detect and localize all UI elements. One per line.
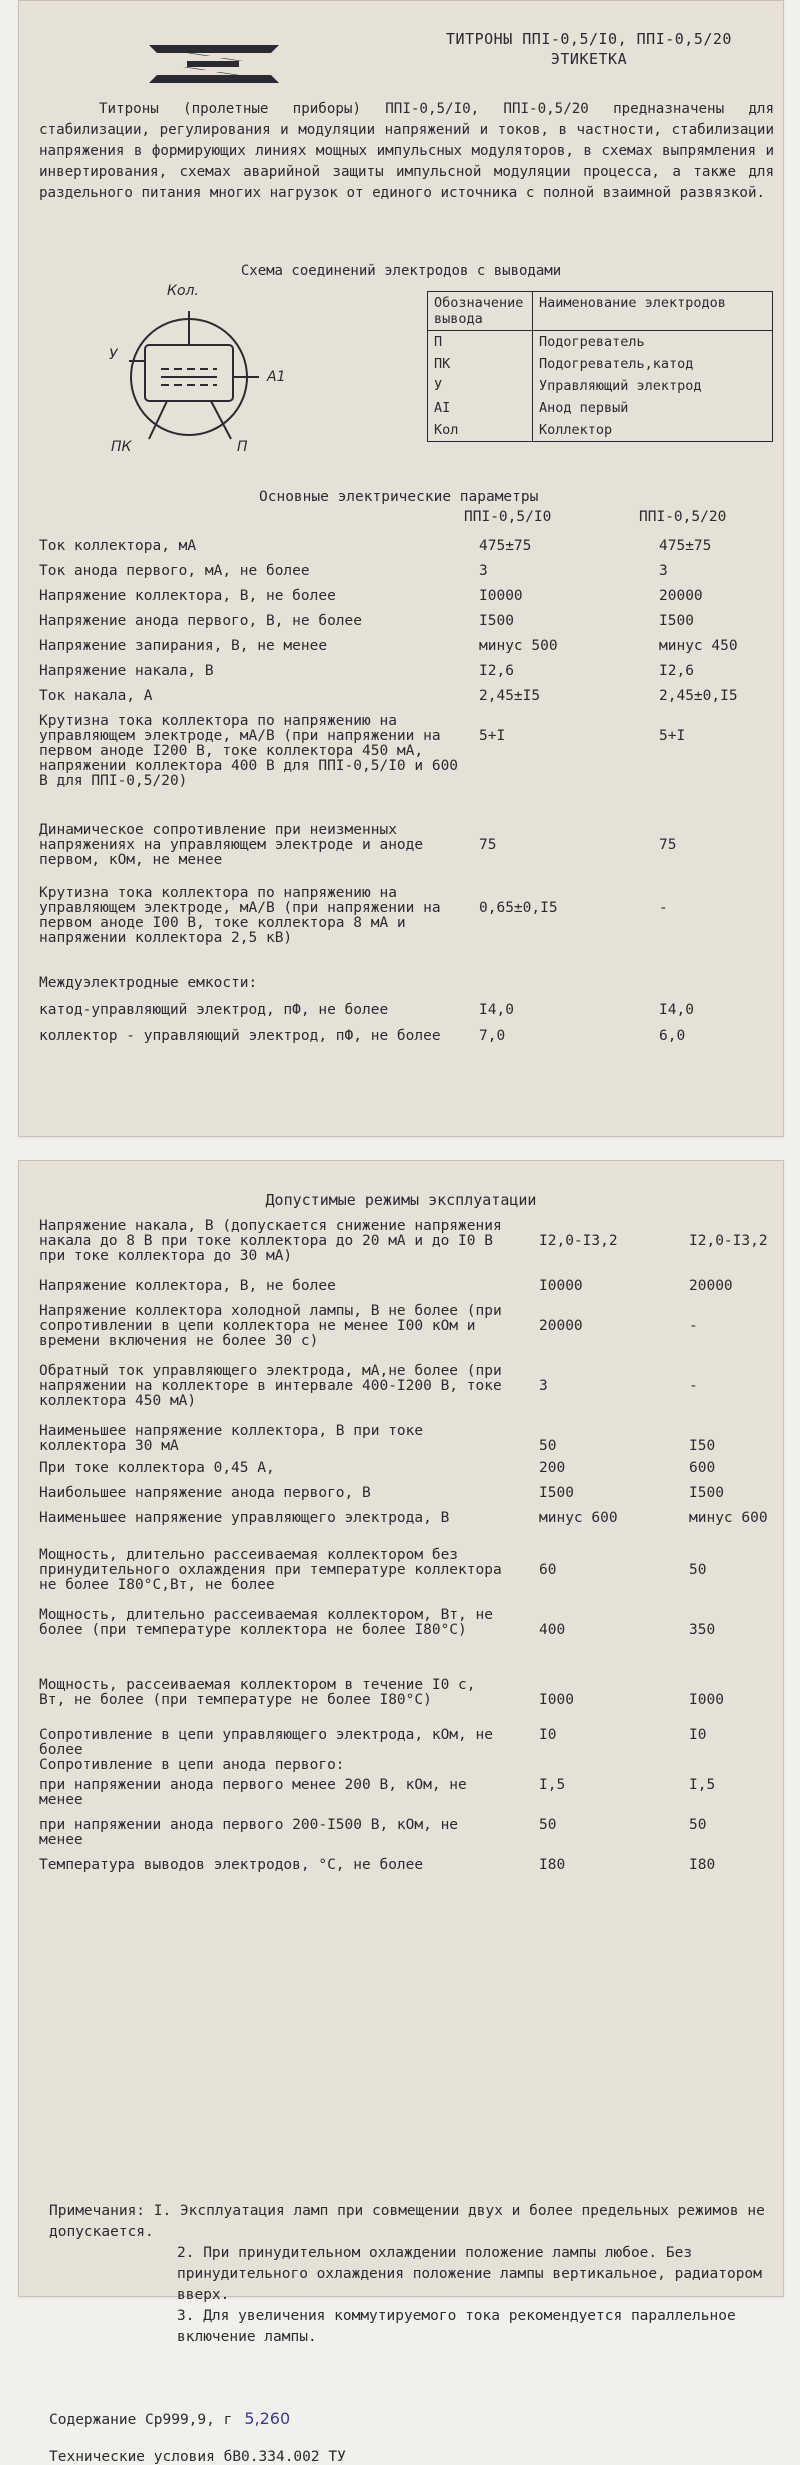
params-value-col2: минус 450 (659, 638, 738, 654)
params-label: Крутизна тока коллектора по напряжению на управляющем электроде, мА/В (при напряжении на первом аноде I00 В, токе коллектора 8 мА и напряжении коллектора 2,5 кВ) (39, 885, 441, 946)
note-1: I. Эксплуатация ламп при совмещении двух и более предельных режимов не допускается. (49, 2203, 765, 2240)
params-value-col1: I2,6 (479, 663, 514, 679)
params-value-col2: 5+I (659, 728, 686, 744)
pin-label-a1: A1 (267, 369, 286, 385)
ops-label: Наименьшее напряжение коллектора, В при токе коллектора 30 мА (39, 1423, 424, 1454)
params-value-col1: 0,65±0,I5 (479, 900, 558, 916)
title-line-1: ТИТРОНЫ ППI-0,5/I0, ППI-0,5/20 (446, 30, 732, 48)
params-label: Напряжение запирания, В, не менее (39, 638, 328, 654)
ops-value-col1: 20000 (539, 1318, 583, 1334)
params-title: Основные электрические параметры (259, 489, 539, 505)
ops-value-col2: I,5 (689, 1777, 716, 1793)
ops-label: Напряжение накала, В (допускается снижение напряжения накала до 8 В при токе коллектора до 20 мА и до I0 В при токе коллектора до 30 мА) (39, 1218, 502, 1264)
params-value-col1: I4,0 (479, 1002, 514, 1018)
electrode-diagram (109, 283, 299, 459)
params-label: Ток анода первого, мА, не более (39, 563, 310, 579)
params-col1-header: ППI-0,5/I0 (464, 509, 552, 525)
document-title (409, 29, 769, 69)
ops-value-col1: I0 (539, 1727, 557, 1743)
ops-label: Температура выводов электродов, °С, не более (39, 1857, 424, 1873)
ops-value-col2: I80 (689, 1857, 716, 1873)
params-label: коллектор - управляющий электрод, пФ, не более (39, 1028, 441, 1044)
notes (49, 2201, 769, 2348)
pin-code: Кол (428, 419, 533, 442)
notes-head: Примечания: (49, 2203, 146, 2219)
ops-value-col1: минус 600 (539, 1510, 618, 1526)
params-label: Напряжение анода первого, В, не более (39, 613, 363, 629)
pin-code: У (428, 375, 533, 397)
params-value-col1: I500 (479, 613, 514, 629)
pin-electrode-name: Подогреватель,катод (533, 353, 773, 375)
params-value-col2: 475±75 (659, 538, 712, 554)
pin-row (428, 419, 773, 442)
ops-label: Напряжение коллектора холодной лампы, В не более (при сопротивлении в цепи коллектора не менее I00 кОм и времени включения не более 30 с) (39, 1303, 502, 1349)
pin-label-u: У (109, 347, 118, 363)
ops-value-col2: минус 600 (689, 1510, 768, 1526)
ops-label: Мощность, рассеиваемая коллектором в течение I0 с, Вт, не более (при температуре не более I80°С) (39, 1677, 476, 1708)
ops-value-col2: 350 (689, 1622, 716, 1638)
ops-value-col1: 3 (539, 1378, 548, 1394)
params-value-col2: I2,6 (659, 663, 694, 679)
pin-code: AI (428, 397, 533, 419)
ops-label: при напряжении анода первого 200-I500 В, кОм, не менее (39, 1817, 459, 1848)
ops-label: Сопротивление в цепи анода первого: (39, 1757, 345, 1773)
ops-value-col2: 50 (689, 1562, 707, 1578)
ops-value-col1: I,5 (539, 1777, 566, 1793)
ops-label: Мощность, длительно рассеиваемая коллектором без принудительного охлаждения при температуре коллектора не более I80°С,Вт, не более (39, 1547, 502, 1593)
pin-code: ПК (428, 353, 533, 375)
note-2: 2. При принудительном охлаждении положение лампы любое. Без принудительного охлаждения положение лампы вертикальное, радиатором вверх. (177, 2245, 762, 2303)
params-value-col1: 7,0 (479, 1028, 506, 1044)
ops-value-col2: I2,0-I3,2 (689, 1233, 768, 1249)
ops-title: Допустимые режимы эксплуатации (265, 1191, 537, 1209)
params-label: Напряжение коллектора, В, не более (39, 588, 336, 604)
params-value-col2: 6,0 (659, 1028, 686, 1044)
manufacturer-logo (139, 41, 289, 87)
pin-table-header-name: Наименование электродов (533, 292, 773, 331)
params-value-col1: 3 (479, 563, 488, 579)
params-value-col1: минус 500 (479, 638, 558, 654)
pin-electrode-name: Коллектор (533, 419, 773, 442)
ops-value-col1: I500 (539, 1485, 574, 1501)
ops-value-col2: I000 (689, 1692, 724, 1708)
params-value-col2: 20000 (659, 588, 703, 604)
ops-value-col1: 60 (539, 1562, 557, 1578)
content-value: 5,260 (244, 2409, 291, 2428)
ops-value-col1: 200 (539, 1460, 566, 1476)
params-value-col2: I500 (659, 613, 694, 629)
ops-value-col1: I2,0-I3,2 (539, 1233, 618, 1249)
note-3: 3. Для увеличения коммутируемого тока рекомендуется параллельное включение лампы. (177, 2308, 736, 2345)
ops-value-col1: 400 (539, 1622, 566, 1638)
pin-row (428, 353, 773, 375)
params-value-col1: 75 (479, 837, 497, 853)
pin-label-pk: ПК (111, 439, 132, 455)
params-value-col2: 2,45±0,I5 (659, 688, 738, 704)
ops-label: При токе коллектора 0,45 А, (39, 1460, 275, 1476)
params-value-col1: 475±75 (479, 538, 532, 554)
ops-value-col2: I50 (689, 1438, 716, 1454)
ops-value-col2: 50 (689, 1817, 707, 1833)
label-sheet-front (18, 0, 784, 1137)
technical-conditions: Технические условия бВ0.334.002 ТУ (49, 2449, 346, 2465)
ops-value-col1: I0000 (539, 1278, 583, 1294)
pin-code: П (428, 331, 533, 354)
params-label: Напряжение накала, В (39, 663, 214, 679)
intro-paragraph: Титроны (пролетные приборы) ППI-0,5/I0, ППI-0,5/20 предназначены для стабилизации, регулирования и модуляции напряжений и токов, в частности, стабилизации напряжения в формирующих линиях мощных импульсных модуляторов, в схемах выпрямления и инвертирования, схемах аварийной защиты импульсной модуляции процесса, а также для раздельного питания многих нагрузок от единого источника с полной взаимной развязкой. (39, 101, 774, 201)
pin-table (427, 291, 773, 442)
pin-electrode-name: Управляющий электрод (533, 375, 773, 397)
params-value-col1: 5+I (479, 728, 506, 744)
ops-label: при напряжении анода первого менее 200 В, кОм, не менее (39, 1777, 467, 1808)
params-label: Ток накала, А (39, 688, 153, 704)
ops-label: Обратный ток управляющего электрода, мА,не более (при напряжении на коллекторе в интервале 400-I200 В, токе коллектора 450 мА) (39, 1363, 502, 1409)
pin-label-p: П (237, 439, 248, 455)
params-value-col2: 75 (659, 837, 677, 853)
params-label: Крутизна тока коллектора по напряжению на управляющем электроде, мА/В (при напряжении на первом аноде I200 В, токе коллектора 450 мА, напряжении коллектора 400 В для ППI-0,5/I0 и 600 В для ППI-0,5/20) (39, 713, 459, 789)
params-label: катод-управляющий электрод, пФ, не более (39, 1002, 389, 1018)
ops-label: Сопротивление в цепи управляющего электрода, кОм, не более (39, 1727, 493, 1758)
ops-label: Мощность, длительно рассеиваемая коллектором, Вт, не более (при температуре коллектора не более I80°С) (39, 1607, 493, 1638)
ops-value-col2: - (689, 1318, 698, 1334)
ops-value-col2: I0 (689, 1727, 707, 1743)
params-value-col1: I0000 (479, 588, 523, 604)
ops-value-col1: 50 (539, 1438, 557, 1454)
pin-table-header-code: Обозначение вывода (428, 292, 533, 331)
content-label: Содержание Ср999,9, г (49, 2412, 233, 2428)
precious-metal-content (49, 2409, 290, 2428)
ops-value-col1: I000 (539, 1692, 574, 1708)
ops-value-col1: I80 (539, 1857, 566, 1873)
pin-electrode-name: Подогреватель (533, 331, 773, 354)
ops-label: Наименьшее напряжение управляющего электрода, В (39, 1510, 450, 1526)
params-value-col2: I4,0 (659, 1002, 694, 1018)
ops-value-col2: - (689, 1378, 698, 1394)
ops-label: Наибольшее напряжение анода первого, В (39, 1485, 371, 1501)
ops-value-col2: I500 (689, 1485, 724, 1501)
ops-value-col2: 600 (689, 1460, 716, 1476)
params-label: Динамическое сопротивление при неизменных напряжениях на управляющем электроде и аноде первом, кОм, не менее (39, 822, 424, 868)
ops-value-col1: 50 (539, 1817, 557, 1833)
label-sheet-back (18, 1160, 784, 2465)
params-value-col2: - (659, 900, 668, 916)
params-label: Междуэлектродные емкости: (39, 975, 258, 991)
title-line-2: ЭТИКЕТКА (550, 50, 628, 68)
params-value-col2: 3 (659, 563, 668, 579)
params-label: Ток коллектора, мА (39, 538, 197, 554)
params-col2-header: ППI-0,5/20 (639, 509, 727, 525)
pin-label-kol: Кол. (167, 283, 199, 299)
ops-value-col2: 20000 (689, 1278, 733, 1294)
params-value-col1: 2,45±I5 (479, 688, 541, 704)
pin-electrode-name: Анод первый (533, 397, 773, 419)
pin-row (428, 331, 773, 354)
scheme-title: Схема соединений электродов с выводами (240, 263, 562, 279)
pin-row (428, 375, 773, 397)
pin-row (428, 397, 773, 419)
ops-label: Напряжение коллектора, В, не более (39, 1278, 336, 1294)
